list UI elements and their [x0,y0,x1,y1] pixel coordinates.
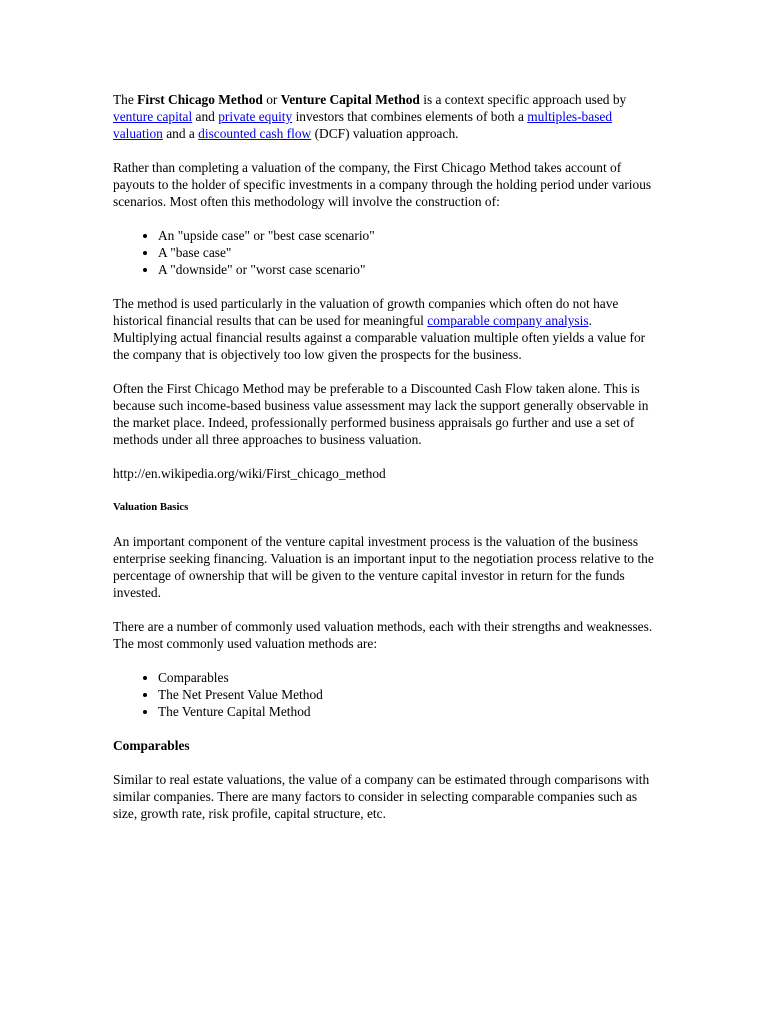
list-item: • The Venture Capital Method [158,703,658,720]
list-item: • The Net Present Value Method [158,686,658,703]
private-equity-link[interactable]: private equity [218,109,293,124]
venture-capital-link[interactable]: venture capital [113,109,193,124]
first-chicago-method-term: First Chicago Method [137,92,263,107]
valuation-methods-intro-paragraph: There are a number of commonly used valuation methods, each with their strengths and weaknesses. The most commonly used valuation methods are: [113,619,653,651]
comparable-company-analysis-link[interactable]: comparable company analysis [427,313,589,328]
list-item: • An "upside case" or "best case scenario" [158,227,658,244]
intro-text: The [113,92,138,107]
comparables-heading: Comparables [113,738,190,753]
paragraph-text: The method is used particularly in the valuation of growth companies which often do not have historical financial results that can be used for meaningful [113,296,619,328]
multiples-based-valuation-link[interactable]: multiples-based valuation [113,109,613,141]
intro-text: or [262,92,281,107]
discounted-cash-flow-link[interactable]: discounted cash flow [198,126,312,141]
list-item: • A "downside" or "worst case scenario" [158,261,658,278]
intro-text: investors that combines elements of both a [292,109,528,124]
valuation-methods-list [113,669,658,720]
valuation-importance-paragraph: An important component of the venture capital investment process is the valuation of the business enterprise seeking financing. Valuation is an important input to the negotiation process relative to the percentage of ownership that will be given to the venture capital investor in return for the funds invested. [113,534,654,600]
venture-capital-method-term: Venture Capital Method [280,92,420,107]
intro-text: and a [162,126,199,141]
construction-paragraph: Rather than completing a valuation of the company, the First Chicago Method takes account of payouts to the holder of specific investments in a company through the holding period under various scenarios. Most often this methodology will involve the construction of: [113,160,652,209]
source-url: http://en.wikipedia.org/wiki/First_chicago_method [113,466,386,481]
valuation-basics-heading: Valuation Basics [113,501,189,513]
intro-text: is a context specific approach used by [419,92,627,107]
comparables-paragraph: Similar to real estate valuations, the value of a company can be estimated through comparisons with similar companies. There are many factors to consider in selecting comparable companies such as size, growth rate, risk profile, capital structure, etc. [113,772,650,821]
growth-companies-paragraph [113,295,658,363]
list-item: • Comparables [158,669,658,686]
paragraph-text: . Multiplying actual financial results against a comparable valuation multiple often yields a value for the company that is objectively too low given the prospects for the business. [113,313,646,362]
list-item: • A "base case" [158,244,658,261]
intro-text: and [192,109,219,124]
scenario-list [113,227,658,278]
intro-text: (DCF) valuation approach. [311,126,459,141]
document-page [113,91,658,839]
intro-paragraph [113,91,658,142]
dcf-comparison-paragraph: Often the First Chicago Method may be preferable to a Discounted Cash Flow taken alone. This is because such income-based business value assessment may lack the support generally observable in the market place. Indeed, professionally performed business appraisals go further and use a set of methods under all three approaches to business valuation. [113,381,649,447]
